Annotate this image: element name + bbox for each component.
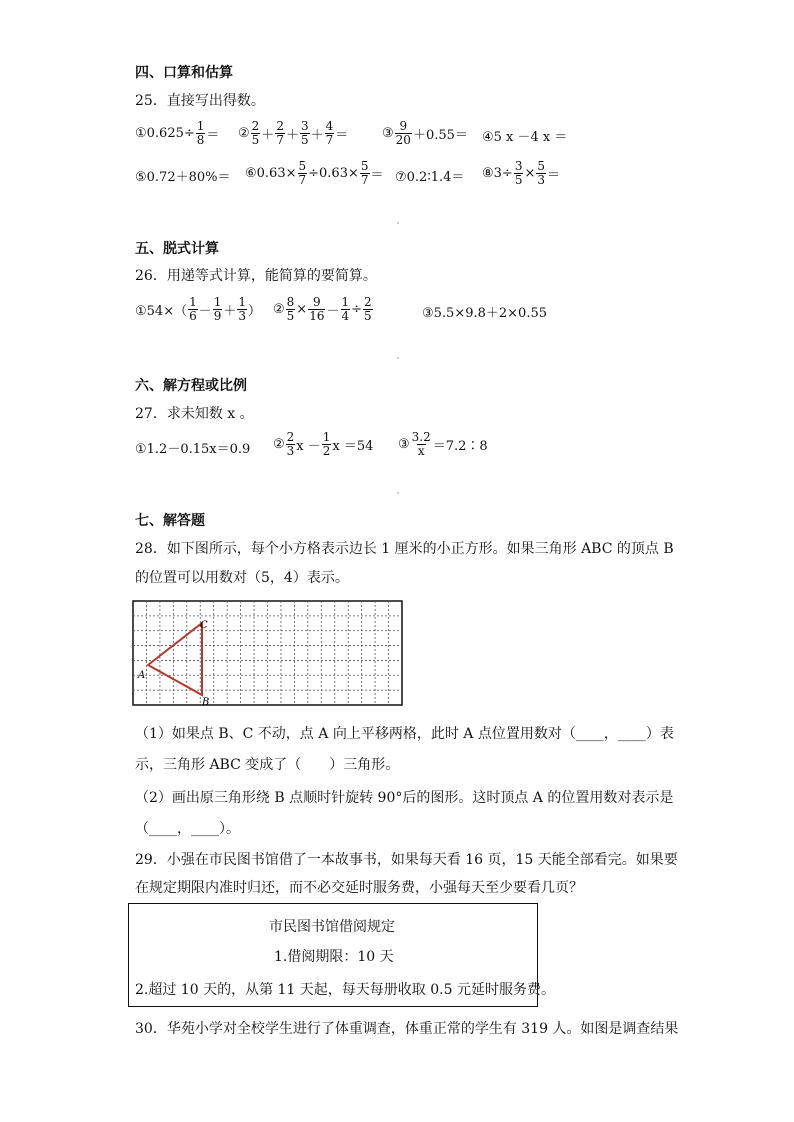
q28-part2-line-1: （2）画出原三角形绕 B 点顺时针旋转 90°后的图形。这时顶点 A 的位置用数对表示是 bbox=[135, 790, 674, 806]
q25-item-7: ⑦0.2∶1.4＝ bbox=[395, 170, 465, 185]
section5-heading: 五、脱式计算 bbox=[135, 241, 219, 257]
fraction: $\frac{1}{8}$ bbox=[196, 119, 205, 148]
label-c: C bbox=[200, 620, 208, 631]
q28-part2-line-2: （____，____）。 bbox=[135, 821, 240, 837]
library-rules-box bbox=[128, 903, 555, 1007]
q26-item-1: ①54×（ $\frac{1}{6}$ － $\frac{1}{9}$ ＋ $\frac{1}{3}$ ） bbox=[135, 295, 262, 324]
q30-line-1: 30．华苑小学对全校学生进行了体重调查，体重正常的学生有 319 人。如图是调查结果 bbox=[135, 1021, 679, 1037]
coordinate-grid-figure bbox=[132, 600, 405, 708]
label-b: B bbox=[202, 697, 210, 708]
q25-prompt: 25．直接写出得数。 bbox=[135, 93, 265, 109]
q27-item-1: ①1.2－0.15x＝0.9 bbox=[135, 442, 251, 457]
divider-dot bbox=[397, 222, 399, 224]
q28-part1-line-1: （1）如果点 B、C 不动，点 A 向上平移两格，此时 A 点位置用数对（____，____）表 bbox=[135, 726, 674, 742]
q26-prompt: 26．用递等式计算，能简算的要简算。 bbox=[135, 268, 377, 284]
q27-item-2: ② $\frac{2}{3}$ x － $\frac{1}{2}$ x ＝54 bbox=[273, 430, 374, 459]
q28-line-1: 28．如下图所示，每个小方格表示边长 1 厘米的小正方形。如果三角形 ABC 的顶点 B bbox=[135, 541, 674, 557]
section7-heading: 七、解答题 bbox=[135, 513, 205, 529]
q25-item-4: ④5 x －4 x ＝ bbox=[482, 130, 568, 145]
q26-item-2: ② $\frac{8}{5}$ × $\frac{9}{16}$ － $\frac{1}{4}$ ÷ $\frac{2}{5}$ bbox=[273, 295, 372, 324]
q27-prompt: 27．求未知数 x 。 bbox=[135, 406, 254, 422]
q28-part1-line-2: 示，三角形 ABC 变成了（ ）三角形。 bbox=[135, 757, 400, 773]
q29-line-1: 29．小强在市民图书馆借了一本故事书，如果每天看 16 页，15 天能全部看完。如果要 bbox=[135, 852, 678, 868]
q29-line-2: 在规定期限内准时归还，而不必交延时服务费，小强每天至少要看几页？ bbox=[135, 880, 583, 896]
q25-item-6: ⑥0.63× $\frac{5}{7}$ ÷0.63× $\frac{5}{7}$ ＝ bbox=[245, 159, 384, 188]
q25-item-3: ③ $\frac{9}{20}$ ＋0.55＝ bbox=[382, 119, 468, 148]
rules-item-1: 1.借阅期限：10 天 bbox=[274, 949, 394, 965]
rules-title: 市民图书馆借阅规定 bbox=[269, 919, 395, 935]
q25-item-1: ①0.625÷ $\frac{1}{8}$ ＝ bbox=[135, 119, 220, 148]
q26-item-3: ③5.5×9.8＋2×0.55 bbox=[422, 306, 548, 321]
q27-item-3: ③ $\frac{3.2}{x}$ ＝7.2∶8 bbox=[398, 430, 488, 459]
q25-item-2: ② $\frac{2}{5}$ ＋ $\frac{2}{7}$ ＋ $\frac{3}{5}$ ＋ $\frac{4}{7}$ ＝ bbox=[238, 119, 349, 148]
q25-item-8: ⑧3÷ $\frac{3}{5}$ × $\frac{5}{3}$ ＝ bbox=[482, 159, 561, 188]
label-a: A bbox=[138, 670, 146, 681]
section4-heading: 四、口算和估算 bbox=[135, 65, 233, 81]
section6-heading: 六、解方程或比例 bbox=[135, 378, 247, 394]
q28-line-2: 的位置可以用数对（5，4）表示。 bbox=[135, 570, 349, 586]
divider-dot bbox=[397, 357, 399, 359]
rules-item-2: 2.超过 10 天的，从第 11 天起，每天每册收取 0.5 元延时服务费。 bbox=[135, 982, 555, 998]
divider-dot bbox=[397, 492, 399, 494]
q25-item-5: ⑤0.72＋80%＝ bbox=[135, 170, 231, 185]
